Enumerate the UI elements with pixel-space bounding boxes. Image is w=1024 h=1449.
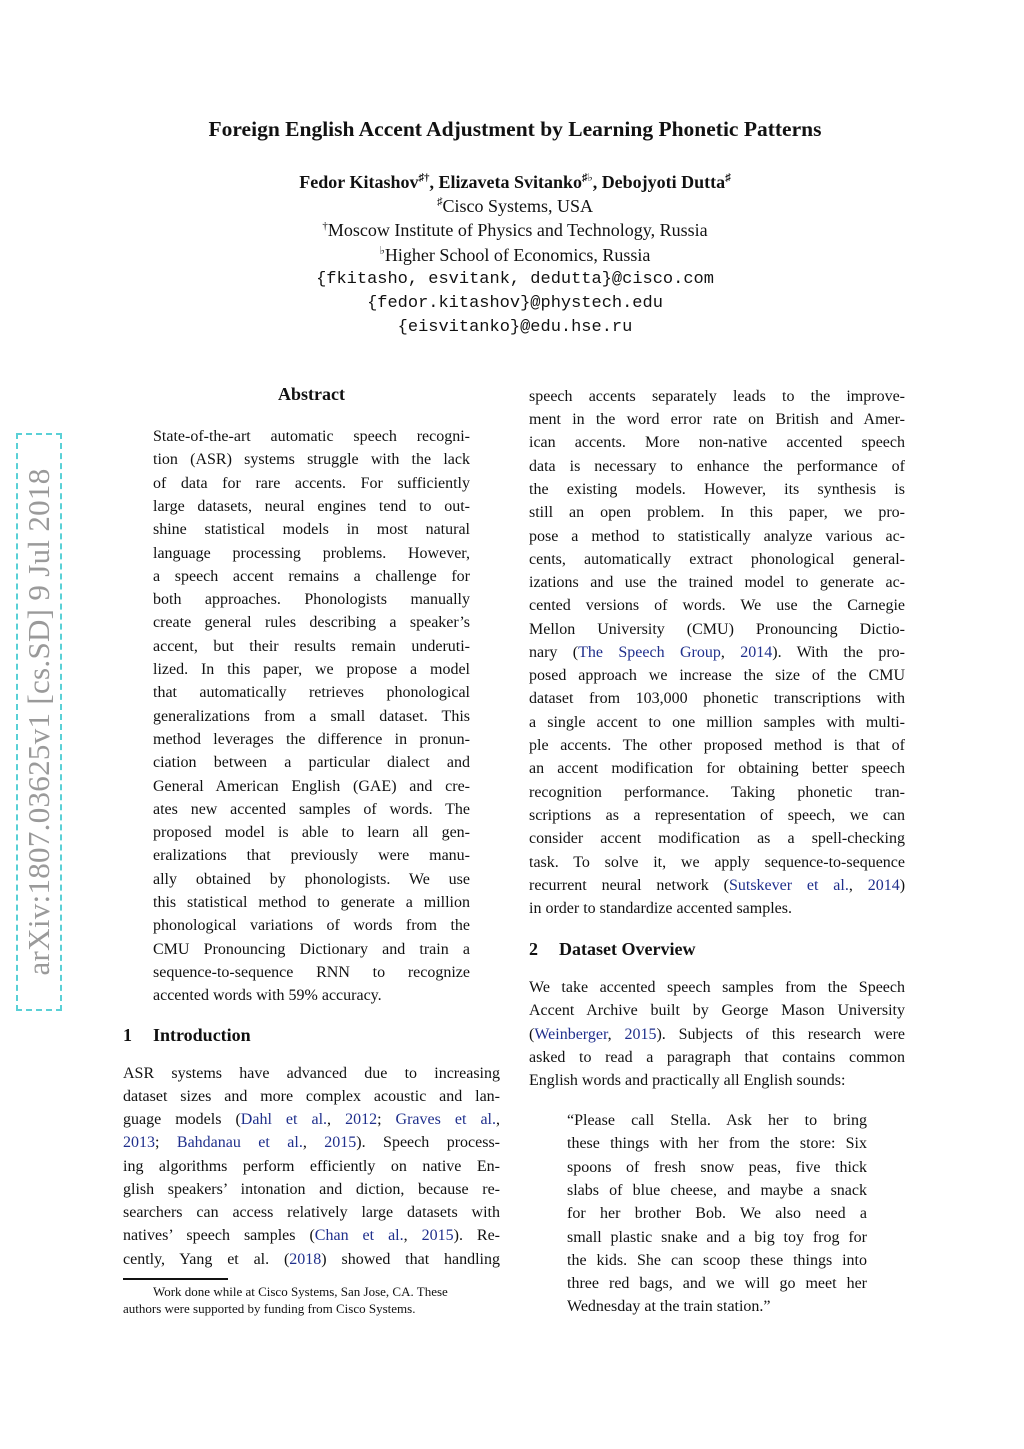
paper-title: Foreign English Accent Adjustment by Learning Phonetic Patterns bbox=[208, 117, 822, 141]
text-line: spoons of fresh snow peas, five thick bbox=[567, 1158, 867, 1176]
text-line: a single accent to one million samples with multi- bbox=[529, 714, 905, 731]
text-line: eralizations that previously were manu- bbox=[153, 847, 470, 865]
citation-link[interactable]: Sutskever et al. bbox=[728, 877, 849, 894]
text-line: ASR systems have advanced due to increasing bbox=[123, 1065, 500, 1082]
text-line: that automatically retrieves phonological bbox=[153, 684, 470, 702]
text-line: large datasets, neural engines tend to out- bbox=[153, 497, 470, 515]
text-line: ple accents. The other proposed method is that of bbox=[529, 737, 905, 754]
text-line: “Please call Stella. Ask her to bring bbox=[567, 1112, 867, 1129]
text-line: cents, automatically extract phonological general- bbox=[529, 551, 905, 568]
author-name: Debojyoti Dutta bbox=[601, 172, 726, 192]
text-line: asked to read a paragraph that contains common bbox=[529, 1049, 905, 1066]
text-line: ates new accented samples of words. The bbox=[153, 800, 470, 818]
text-line: recurrent neural network (Sutskever et al., 2014) bbox=[529, 877, 906, 894]
text-line: ciation between a particular dialect and bbox=[153, 754, 470, 772]
section-number: 2 bbox=[529, 939, 538, 959]
text-line: accent, but their results remain underuti- bbox=[153, 637, 470, 655]
email-line: {eisvitanko}@edu.hse.ru bbox=[397, 318, 633, 337]
author-list: Fedor Kitashov♯†, Elizaveta Svitanko♯♭, Debojyoti Dutta♯ bbox=[299, 172, 731, 192]
text-line: ing algorithms perform efficiently on native En- bbox=[123, 1158, 500, 1175]
text-line: guage models (Dahl et al., 2012; Graves et al., bbox=[123, 1111, 500, 1128]
text-line: (Weinberger, 2015). Subjects of this research were bbox=[529, 1026, 906, 1043]
section-heading-dataset-overview bbox=[529, 939, 695, 960]
text-line: generalizations from a small dataset. This bbox=[153, 707, 470, 725]
text-line: CMU Pronouncing Dictionary and train a bbox=[153, 940, 470, 958]
affiliation: †Moscow Institute of Physics and Technology, Russia bbox=[322, 220, 708, 240]
citation-link[interactable]: The Speech Group bbox=[578, 644, 721, 661]
citation-link[interactable]: Weinberger bbox=[534, 1026, 608, 1043]
affiliation: ♭Higher School of Economics, Russia bbox=[379, 245, 651, 265]
author-mark: ♯† bbox=[418, 172, 430, 184]
affiliation: ♯Cisco Systems, USA bbox=[436, 196, 594, 216]
text-line: We take accented speech samples from the Speech bbox=[529, 979, 905, 996]
text-line: an accent modification for obtaining better speech bbox=[529, 760, 905, 777]
text-line: Accent Archive built by George Mason University bbox=[529, 1002, 905, 1019]
text-line: ment in the word error rate on British and Amer- bbox=[529, 411, 905, 428]
text-line: small plastic snake and a big toy frog for bbox=[567, 1228, 867, 1246]
text-line: in order to standardize accented samples. bbox=[529, 900, 792, 917]
text-line: General American English (GAE) and cre- bbox=[153, 777, 470, 795]
text-line: the existing models. However, its synthesis is bbox=[529, 481, 905, 498]
citation-link[interactable]: 2014 bbox=[867, 877, 900, 894]
text-line: phonological variations of words from the bbox=[153, 917, 470, 935]
section-heading-introduction bbox=[123, 1025, 251, 1046]
text-line: the kids. She can scoop these things into bbox=[567, 1251, 867, 1269]
email-line: {fedor.kitashov}@phystech.edu bbox=[367, 294, 663, 313]
text-line: a speech accent remains a challenge for bbox=[153, 567, 470, 585]
text-line: cently, Yang et al. (2018) showed that handling bbox=[123, 1251, 501, 1268]
text-line: State-of-the-art automatic speech recogni- bbox=[153, 428, 470, 445]
text-line: recognition performance. Taking phonetic tran- bbox=[529, 784, 905, 801]
text-line: proposed model is able to learn all gen- bbox=[153, 824, 470, 842]
citation-link[interactable]: Graves et al. bbox=[395, 1111, 496, 1128]
text-line: cented versions of words. We use the Carnegie bbox=[529, 597, 905, 614]
text-line: both approaches. Phonologists manually bbox=[153, 591, 470, 609]
text-line: ican accents. More non-native accented speech bbox=[529, 434, 905, 451]
text-line: shine statistical models in most natural bbox=[153, 521, 470, 539]
text-line: data is necessary to enhance the performance of bbox=[529, 458, 905, 475]
citation-link[interactable]: 2015 bbox=[421, 1227, 454, 1244]
text-line: accented words with 59% accuracy. bbox=[153, 987, 382, 1005]
text-line: still an open problem. In this paper, we pro- bbox=[529, 504, 905, 521]
text-line: ally obtained by phonologists. We use bbox=[153, 870, 470, 888]
citation-link[interactable]: 2018 bbox=[289, 1251, 322, 1268]
citation-link[interactable]: 2015 bbox=[624, 1026, 657, 1043]
text-line: slabs of blue cheese, and maybe a snack bbox=[567, 1181, 867, 1199]
text-line: method leverages the difference in pronun- bbox=[153, 730, 470, 748]
text-line: posed approach we increase the size of the CMU bbox=[529, 667, 905, 684]
text-line: tion (ASR) systems struggle with the lack bbox=[153, 451, 470, 469]
text-line: lized. In this paper, we propose a model bbox=[153, 661, 470, 678]
footnote-line: Work done while at Cisco Systems, San Jose, CA. These bbox=[153, 1284, 448, 1299]
author-name: Fedor Kitashov bbox=[299, 172, 419, 192]
text-line: dataset sizes and more complex acoustic and lan- bbox=[123, 1088, 500, 1105]
arxiv-stamp-text: arXiv:1807.03625v1 [cs.SD] 9 Jul 2018 bbox=[21, 468, 56, 976]
text-line: for her brother Bob. We also need a bbox=[567, 1205, 867, 1223]
section-title: Dataset Overview bbox=[559, 939, 696, 959]
text-line: consider accent modification as a spell-checking bbox=[529, 830, 905, 847]
text-line: sequence-to-sequence RNN to recognize bbox=[153, 963, 470, 981]
citation-link[interactable]: 2013 bbox=[123, 1134, 155, 1151]
abstract-heading: Abstract bbox=[278, 384, 345, 404]
author-name: Elizaveta Svitanko bbox=[438, 172, 582, 192]
text-line: scriptions as a representation of speech, we can bbox=[529, 807, 905, 824]
text-line: this statistical method to generate a million bbox=[153, 894, 470, 911]
text-line: pose a method to statistically analyze various ac- bbox=[529, 528, 905, 545]
email-line: {fkitasho, esvitank, dedutta}@cisco.com bbox=[316, 270, 714, 289]
citation-link[interactable]: Dahl et al. bbox=[240, 1111, 328, 1128]
citation-link[interactable]: Chan et al. bbox=[314, 1227, 404, 1244]
text-line: three red bags, and we will go meet her bbox=[567, 1275, 867, 1293]
text-line: create general rules describing a speaker’s bbox=[153, 614, 470, 632]
text-line: English words and practically all English sounds: bbox=[529, 1072, 846, 1089]
citation-link[interactable]: Bahdanau et al. bbox=[176, 1134, 303, 1151]
text-line: language processing problems. However, bbox=[153, 544, 470, 562]
author-mark: ♯ bbox=[725, 172, 731, 184]
citation-link[interactable]: 2014 bbox=[740, 644, 773, 661]
author-mark: ♯♭ bbox=[581, 172, 593, 184]
footnote-line: authors were supported by funding from Cisco Systems. bbox=[123, 1301, 416, 1316]
arxiv-stamp[interactable] bbox=[16, 433, 62, 1011]
text-line: of data for rare accents. For sufficiently bbox=[153, 474, 470, 492]
text-line: Wednesday at the train station.” bbox=[567, 1298, 771, 1316]
section-title: Introduction bbox=[153, 1025, 251, 1045]
citation-link[interactable]: 2012 bbox=[345, 1111, 378, 1128]
text-line: 2013; Bahdanau et al., 2015). Speech process- bbox=[123, 1134, 500, 1151]
text-line: dataset from 103,000 phonetic transcriptions with bbox=[529, 690, 905, 707]
citation-link[interactable]: 2015 bbox=[324, 1134, 357, 1151]
text-line: glish speakers’ intonation and diction, because re- bbox=[123, 1181, 500, 1198]
text-line: izations and use the trained model to generate ac- bbox=[529, 574, 905, 591]
section-number: 1 bbox=[123, 1025, 132, 1045]
text-line: natives’ speech samples (Chan et al., 2015). Re- bbox=[123, 1227, 501, 1244]
text-line: searchers can access relatively large datasets with bbox=[123, 1204, 500, 1221]
text-line: nary (The Speech Group, 2014). With the pro- bbox=[529, 644, 906, 661]
text-line: these things with her from the store: Six bbox=[567, 1135, 867, 1153]
text-line: task. To solve it, we apply sequence-to-sequence bbox=[529, 854, 905, 871]
footnote-rule bbox=[123, 1278, 228, 1280]
text-line: Mellon University (CMU) Pronouncing Dictio- bbox=[529, 621, 905, 638]
text-line: speech accents separately leads to the improve- bbox=[529, 388, 905, 405]
